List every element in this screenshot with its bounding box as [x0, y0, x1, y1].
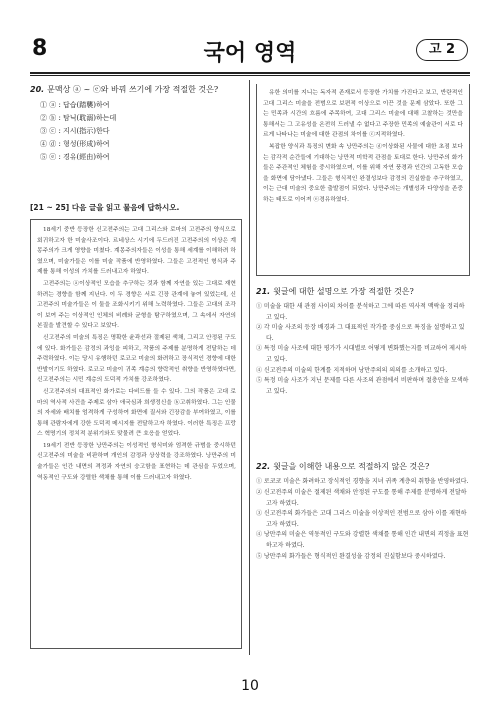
question-prompt: 윗글을 이해한 내용으로 적절하지 않은 것은? — [273, 462, 430, 472]
passage-box-left — [30, 219, 242, 649]
question-number: 21. — [256, 287, 271, 296]
choice-3[interactable]: ③ 신고전주의 화가들은 고대 그리스 미술을 이상적인 전범으로 삼아 이를 재현하고자 하였다. — [256, 510, 467, 528]
choice-5[interactable]: ⑤ 특정 미술 사조가 지닌 문제를 다른 사조의 관점에서 비판하며 절충안을 모색하고 있다. — [256, 377, 469, 395]
left-column — [30, 84, 242, 649]
choice-5[interactable]: ⑤ ⓔ : 경유(經由)하여 — [40, 153, 110, 161]
question-prompt: 문맥상 ⓐ ~ ⓔ와 바꿔 쓰기에 가장 적절한 것은? — [47, 85, 219, 94]
subject-title: 국어 영역 — [203, 41, 297, 66]
choices-list — [256, 477, 470, 562]
choice-3[interactable]: ③ ⓒ : 지시(指示)한다 — [40, 127, 110, 135]
passage-box-right — [256, 84, 470, 276]
right-column — [256, 84, 470, 562]
question-21 — [256, 286, 470, 397]
passage-paragraph: 신고전주의 미술의 특징은 명확한 윤곽선과 절제된 색채, 그리고 안정된 구도에 있다. 화가들은 감정의 과잉을 피하고, 작품의 주제를 분명하게 전달하는 데 주력하였다. 이는 당시 유행하던 로코코 미술의 화려하고 장식적인 경향에 대한 반발이기도 하였다. 로코코 미술이 귀족 계층의 향락적인 취향을 반영하였다면, 신고전주의는 시민 계층의 도덕적 가치를 강조하였다. — [37, 334, 236, 384]
choices-list — [256, 302, 470, 397]
choices-list — [30, 99, 242, 164]
page-number: 8 — [32, 36, 48, 61]
question-20 — [30, 84, 242, 95]
passage-instruction: [21 ~ 25] 다음 글을 읽고 물음에 답하시오. — [30, 203, 180, 212]
passage-paragraph: 유한 의미를 지니는 독자적 존재로서 등장한 가치를 가진다고 보고, 반란적인 고대 그리스 미술을 전범으로 보편적 이상으로 이끈 것을 문제 삼았다. 또한 그는 민족과 시간의 흐름에 주목하여, 고대 그리스 미술에 대해 고찰하는 것만을 통해서는 그 고유성을 온전히 드러낼 수 없다고 주장한 민족의 예술관이 서로 다르게 나타나는 미술에 대한 관점의 차이를 ⓒ지적하였다. — [263, 90, 463, 139]
header-rule-thin — [30, 75, 470, 76]
header-rule — [30, 72, 470, 74]
choice-4[interactable]: ④ 신고전주의 미술의 한계를 지적하며 낭만주의의 의의를 소개하고 있다. — [256, 366, 448, 374]
choice-1[interactable]: ① 로코코 미술은 화려하고 장식적인 경향을 지녀 귀족 계층의 취향을 반영하였다. — [256, 478, 469, 486]
choice-2[interactable]: ② 각 미술 사조의 등장 배경과 그 대표적인 작가를 중심으로 특징을 설명하고 있다. — [256, 324, 465, 342]
grade-badge: 고 2 — [416, 39, 468, 61]
passage-paragraph: 18세기 중반 등장한 신고전주의는 고대 그리스와 로마의 고전주의 양식으로 회귀하고자 한 미술사조이다. 르네상스 시기에 두드러진 고전주의의 이상은 계몽주의가 크게 영향을 미쳤다. 계몽주의자들은 이성을 통해 세계를 이해하려 하였으며, 미술가들은 이를 미술 작품에 반영하였다. 그들은 고전적인 형식과 주제를 통해 이성의 가치를 드러내고자 하였다. — [37, 227, 236, 276]
question-22 — [256, 461, 470, 562]
passage-paragraph: 19세기 전반 등장한 낭만주의는 이성적인 형식미와 엄격한 규범을 중시하던 신고전주의 미술을 비판하며 개인의 감정과 상상력을 강조하였다. 낭만주의 미술가들은 인간 내면의 격정과 자연의 숭고함을 표현하는 데 관심을 두었으며, 역동적인 구도와 강렬한 색채를 통해 이를 드러내고자 하였다. — [37, 442, 236, 481]
choice-3[interactable]: ③ 특정 미술 사조에 대한 평가가 시대별로 어떻게 변화했는지를 비교하여 제시하고 있다. — [256, 345, 467, 363]
passage-paragraph: 신고전주의의 대표적인 화가로는 다비드를 들 수 있다. 그의 작품은 고대 로마의 역사적 사건을 주제로 삼아 애국심과 희생정신을 ⓑ고취하였다. 그는 인물의 자세와 배치를 엄격하게 구성하여 화면에 질서와 긴장감을 부여하였고, 이를 통해 관람자에게 강한 도덕적 메시지를 전달하고자 하였다. 이러한 특징은 프랑스 혁명기의 정치적 분위기와도 맞물려 큰 호응을 얻었다. — [37, 388, 236, 438]
choice-5[interactable]: ⑤ 낭만주의 화가들은 형식적인 완결성을 감정의 진실함보다 중시하였다. — [256, 552, 446, 560]
choice-1[interactable]: ① 미술을 대한 새 관점 사이의 차이를 분석하고 그에 따른 역사적 맥락을 정리하고 있다. — [256, 303, 465, 321]
choice-4[interactable]: ④ ⓓ : 형성(形成)하여 — [40, 140, 110, 148]
choice-2[interactable]: ② 신고전주의 미술은 절제된 색채와 안정된 구도를 통해 주제를 분명하게 전달하고자 하였다. — [256, 488, 467, 507]
choice-4[interactable]: ④ 낭만주의 미술은 역동적인 구도와 강렬한 색채를 통해 인간 내면의 격정을 표현하고자 하였다. — [256, 531, 469, 549]
footer-page-number: 10 — [241, 678, 259, 694]
passage-paragraph: 고전주의는 ⓐ이상적인 모습을 추구하는 것과 함께 자연을 있는 그대로 재현하려는 경향을 함께 지닌다. 이 두 경향은 서로 긴장 관계에 놓여 있었는데, 신고전주의 미술가들은 이 둘을 조화시키기 위해 노력하였다. 그들은 고대의 조각이 보여 주는 이상적인 인체의 비례와 균형을 탐구하였으며, 그 속에서 자연의 본질을 발견할 수 있다고 보았다. — [37, 280, 236, 330]
passage-paragraph: 복잡한 양식과 특징의 변화 속 낭만주의는 ⓓ이상화된 사물에 대한 초점 보다는 감각적 순간들에 기대하는 낭만적 미학적 관점을 토대로 한다. 낭만주의 화가들은 주관적인 체험을 중시하였으며, 이를 위해 자연 풍경과 인간의 고독한 모습을 화면에 담아냈다. 그들은 형식적인 완결성보다 감정의 진실함을 추구하였고, 이는 근대 미술의 중요한 출발점이 되었다. 낭만주의는 개별성과 다양성을 존중하는 태도로 이어져 ⓔ경유하였다. — [263, 143, 463, 203]
choice-1[interactable]: ① ⓐ : 답습(踏襲)하여 — [40, 101, 110, 109]
question-number: 20. — [30, 85, 45, 94]
question-number: 22. — [256, 462, 271, 472]
column-divider — [249, 80, 250, 655]
question-prompt: 윗글에 대한 설명으로 가장 적절한 것은? — [273, 287, 414, 296]
choice-2[interactable]: ② ⓑ : 탐닉(耽溺)하는데 — [40, 114, 117, 122]
page-header — [30, 32, 470, 72]
